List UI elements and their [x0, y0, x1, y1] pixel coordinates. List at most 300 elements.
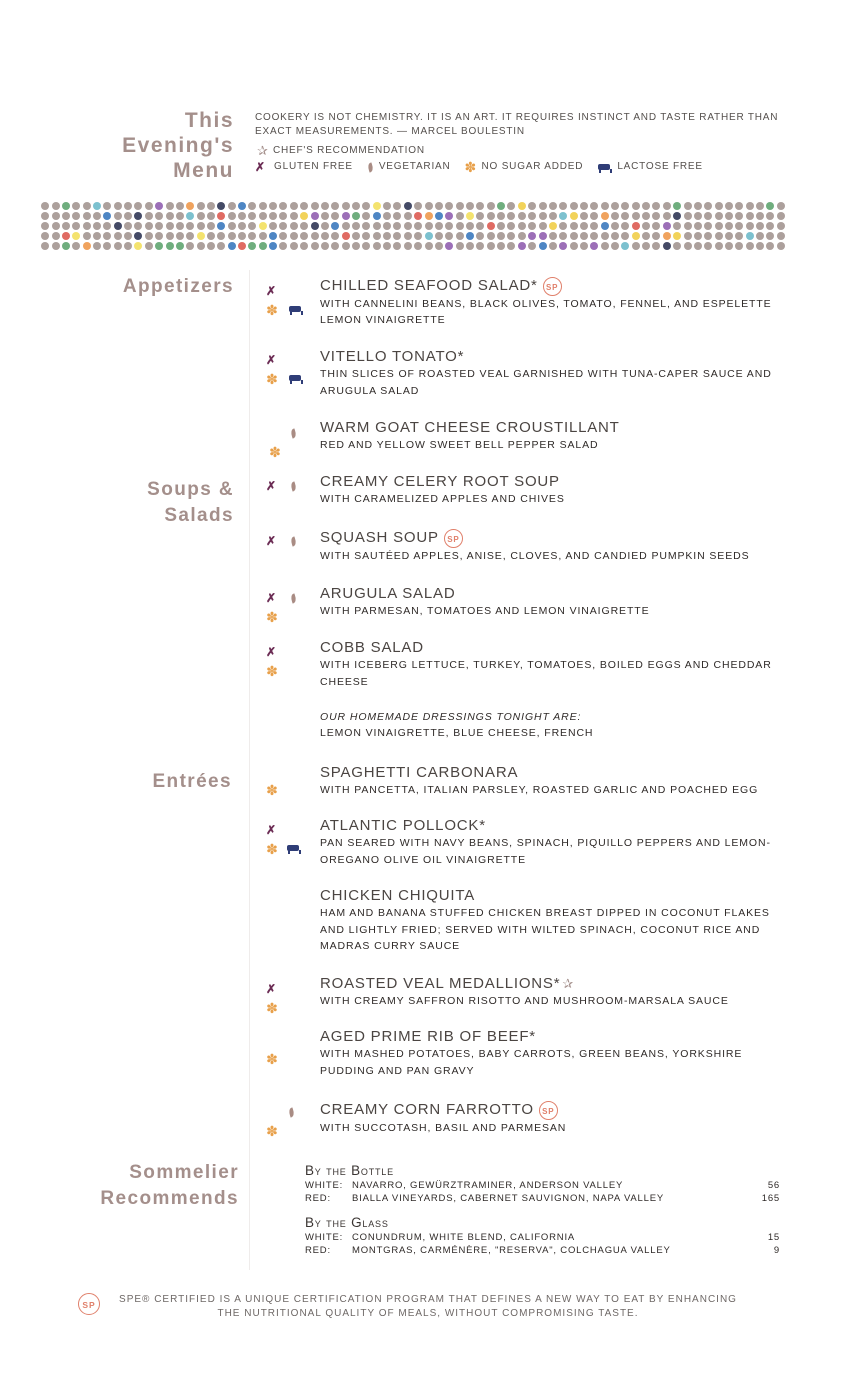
decorative-dot [528, 202, 536, 210]
dish-description: WITH PARMESAN, TOMATOES AND LEMON VINAIGRETTE [320, 605, 650, 617]
decorative-dot [735, 212, 743, 220]
decorative-dot [248, 202, 256, 210]
decorative-dot [549, 222, 557, 230]
decorative-dot [756, 212, 764, 220]
decorative-dot [383, 242, 391, 250]
dish-icons-0 [266, 283, 312, 317]
decorative-dot [642, 232, 650, 240]
decorative-dot [476, 212, 484, 220]
decorative-dot [476, 202, 484, 210]
decorative-dot [62, 212, 70, 220]
decorative-dot [103, 202, 111, 210]
decorative-dot [52, 212, 60, 220]
decorative-dot [632, 232, 640, 240]
decorative-dot [259, 232, 267, 240]
wine-description: MONTGRAS, CARMÉNÈRE, "RESERVA", COLCHAGUA VALLEY [352, 1245, 671, 1256]
decorative-dot [746, 222, 754, 230]
legend-chef-label: CHEF'S RECOMMENDATION [273, 145, 425, 156]
decorative-dot [186, 232, 194, 240]
decorative-dot [290, 232, 298, 240]
decorative-dot [694, 212, 702, 220]
decorative-dot [166, 222, 174, 230]
spe-certified-icon: SP [444, 529, 463, 548]
decorative-dot [777, 202, 785, 210]
dish-name: ATLANTIC POLLOCK* [320, 817, 486, 834]
decorative-dot [62, 232, 70, 240]
gluten-free-icon: ✗ [266, 823, 277, 838]
decorative-dot [393, 202, 401, 210]
decorative-dot [549, 242, 557, 250]
decorative-dot [684, 232, 692, 240]
decorative-dot [186, 212, 194, 220]
decorative-dot [269, 232, 277, 240]
decorative-dot [352, 202, 360, 210]
decorative-dot [331, 222, 339, 230]
decorative-dot [746, 202, 754, 210]
dish-6 [320, 638, 780, 690]
decorative-dot [704, 212, 712, 220]
decorative-dot [601, 232, 609, 240]
decorative-dot [186, 242, 194, 250]
decorative-dot [383, 202, 391, 210]
dish-icons-11 [266, 1050, 312, 1084]
wine-row [305, 1231, 780, 1244]
decorative-dot [114, 222, 122, 230]
decorative-dot [777, 242, 785, 250]
decorative-dot [83, 212, 91, 220]
dish-description: WITH SAUTÉED APPLES, ANISE, CLOVES, AND CANDIED PUMPKIN SEEDS [320, 549, 750, 562]
dish-description: RED AND YELLOW SWEET BELL PEPPER SALAD [320, 439, 599, 451]
decorative-dot [476, 242, 484, 250]
decorative-dot [342, 232, 350, 240]
lactose-free-cow-icon [286, 843, 301, 854]
decorative-dot [673, 222, 681, 230]
decorative-dot [497, 202, 505, 210]
decorative-dot [507, 222, 515, 230]
wine-description: NAVARRO, GEWÜRZTRAMINER, ANDERSON VALLEY [352, 1180, 624, 1191]
decorative-dot [145, 222, 153, 230]
dish-name: SQUASH SOUP SP [320, 528, 780, 548]
decorative-dot [756, 232, 764, 240]
decorative-dot [373, 202, 381, 210]
decorative-dot [352, 232, 360, 240]
decorative-dot [134, 222, 142, 230]
decorative-dot [259, 202, 267, 210]
decorative-dot [570, 242, 578, 250]
decorative-dot [383, 212, 391, 220]
spe-certified-icon: SP [543, 277, 562, 296]
wine-description: CONUNDRUM, WHITE BLEND, CALIFORNIA [352, 1232, 576, 1243]
decorative-dot [466, 242, 474, 250]
decorative-dot [300, 202, 308, 210]
decorative-dot [145, 212, 153, 220]
decorative-dot [435, 202, 443, 210]
no-sugar-icon: ✽ [266, 999, 278, 1016]
decorative-dot [673, 212, 681, 220]
decorative-dot [352, 212, 360, 220]
decorative-dot [621, 242, 629, 250]
decorative-dot [238, 242, 246, 250]
decorative-dot [248, 232, 256, 240]
title-line-2: Evening's [122, 134, 234, 157]
dish-icons-4 [266, 533, 312, 567]
dish-icons-12 [266, 1104, 312, 1138]
decorative-dot [725, 222, 733, 230]
vegetarian-leaf-icon [288, 1107, 295, 1118]
decorative-dot [352, 222, 360, 230]
decorative-dot [83, 232, 91, 240]
decorative-dot [62, 202, 70, 210]
decorative-dot [601, 212, 609, 220]
decorative-dot [549, 212, 557, 220]
decorative-dot [124, 242, 132, 250]
section-appetizers: Appetizers [122, 276, 234, 297]
gluten-free-icon: ✗ [266, 284, 277, 299]
decorative-dot [746, 212, 754, 220]
title-line-3: Menu [173, 159, 234, 182]
decorative-dot [41, 232, 49, 240]
decorative-dot [466, 232, 474, 240]
decorative-dot [93, 212, 101, 220]
no-sugar-icon: ✽ [464, 159, 478, 175]
chef-recommendation-icon: ✰ [562, 976, 575, 992]
decorative-dot [497, 232, 505, 240]
wine-type-label: WHITE: [305, 1180, 344, 1191]
decorative-dot [124, 222, 132, 230]
decorative-dot [570, 212, 578, 220]
decorative-dot [580, 232, 588, 240]
dish-icons-5 [266, 590, 312, 624]
decorative-dot [456, 222, 464, 230]
decorative-dot [228, 242, 236, 250]
decorative-dot [487, 222, 495, 230]
decorative-dot [72, 242, 80, 250]
decorative-dot [373, 212, 381, 220]
decorative-dot [611, 202, 619, 210]
decorative-dot [590, 222, 598, 230]
decorative-dot [248, 242, 256, 250]
decorative-dot [694, 242, 702, 250]
decorative-dot [311, 202, 319, 210]
dressings-list: LEMON VINAIGRETTE, BLUE CHEESE, FRENCH [320, 727, 594, 739]
decorative-dot [580, 212, 588, 220]
dish-icons-2 [266, 425, 312, 459]
decorative-dot [197, 232, 205, 240]
decorative-dot [134, 212, 142, 220]
decorative-dot [269, 222, 277, 230]
no-sugar-icon: ✽ [266, 1050, 278, 1067]
decorative-dot [290, 212, 298, 220]
decorative-dot [197, 212, 205, 220]
decorative-dot [259, 212, 267, 220]
decorative-dot [176, 202, 184, 210]
decorative-dot [673, 202, 681, 210]
gluten-free-icon: ✗ [266, 645, 277, 660]
wine-row [305, 1179, 780, 1192]
decorative-dot [611, 232, 619, 240]
decorative-dot [279, 212, 287, 220]
decorative-dot [663, 242, 671, 250]
wine-type-label: WHITE: [305, 1232, 344, 1243]
dish-12 [320, 1100, 780, 1136]
decorative-dot [507, 212, 515, 220]
decorative-dot [83, 222, 91, 230]
spe-footer [78, 1293, 778, 1321]
decorative-dot [62, 242, 70, 250]
decorative-dot [735, 232, 743, 240]
no-sugar-icon: ✽ [269, 443, 281, 460]
dish-description: WITH PANCETTA, ITALIAN PARSLEY, ROASTED GARLIC AND POACHED EGG [320, 784, 759, 796]
decorative-dot [72, 212, 80, 220]
decorative-dot [435, 212, 443, 220]
decorative-dot [311, 232, 319, 240]
legend-no-sugar [465, 160, 584, 174]
dish-description: WITH SUCCOTASH, BASIL AND PARMESAN [320, 1121, 567, 1134]
decorative-dot [673, 242, 681, 250]
decorative-dot [621, 212, 629, 220]
wine-price: 15 [767, 1232, 780, 1243]
decorative-dot [383, 232, 391, 240]
section-soups-line-2: Salads [164, 505, 234, 526]
decorative-dot [207, 212, 215, 220]
decorative-dot [652, 242, 660, 250]
decorative-dot [497, 222, 505, 230]
decorative-dot [487, 232, 495, 240]
decorative-dot [238, 202, 246, 210]
decorative-dot [279, 242, 287, 250]
decorative-dot [466, 212, 474, 220]
dish-4 [320, 528, 780, 564]
decorative-dot [393, 232, 401, 240]
decorative-dot [632, 212, 640, 220]
chef-recommendation-icon: ✰ [257, 143, 269, 158]
decorative-dot [228, 222, 236, 230]
section-soups-salads [38, 477, 234, 529]
no-sugar-icon: ✽ [266, 608, 278, 625]
legend-lactose-free-label: LACTOSE FREE [617, 161, 703, 172]
decorative-dot [570, 202, 578, 210]
decorative-dot [601, 242, 609, 250]
decorative-dot [528, 212, 536, 220]
decorative-dot [52, 242, 60, 250]
vegetarian-leaf-icon [290, 428, 297, 439]
decorative-dot [652, 222, 660, 230]
decorative-dot [103, 222, 111, 230]
decorative-dot [342, 242, 350, 250]
vegetarian-leaf-icon [290, 481, 297, 492]
decorative-dot [632, 222, 640, 230]
decorative-dot [590, 212, 598, 220]
dish-name: AGED PRIME RIB OF BEEF* [320, 1028, 536, 1045]
decorative-dot [632, 242, 640, 250]
legend-gluten-free [255, 160, 353, 174]
decorative-dot [694, 222, 702, 230]
decorative-dot [466, 222, 474, 230]
dish-description: WITH ICEBERG LETTUCE, TURKEY, TOMATOES, BOILED EGGS AND CHEDDAR CHEESE [320, 659, 772, 688]
decorative-dot [321, 242, 329, 250]
decorative-dot [518, 232, 526, 240]
dish-name: WARM GOAT CHEESE CROUSTILLANT [320, 419, 620, 436]
decorative-dot [145, 202, 153, 210]
decorative-dot [704, 202, 712, 210]
decorative-dot [414, 232, 422, 240]
decorative-dot [124, 202, 132, 210]
dish-description: WITH CANNELINI BEANS, BLACK OLIVES, TOMATO, FENNEL, AND ESPELETTE LEMON VINAIGRETTE [320, 297, 772, 327]
dish-icons-3 [266, 478, 312, 512]
vegetarian-leaf-icon [290, 593, 297, 604]
decorative-dot [684, 212, 692, 220]
decorative-dot [518, 242, 526, 250]
decorative-dot [41, 242, 49, 250]
gluten-free-icon: ✗ [266, 534, 277, 549]
decorative-dot [766, 242, 774, 250]
decorative-dot-band [40, 201, 786, 251]
decorative-dot [342, 222, 350, 230]
decorative-dot [321, 222, 329, 230]
dish-name: COBB SALAD [320, 639, 424, 656]
decorative-dot [331, 232, 339, 240]
decorative-dot [559, 232, 567, 240]
decorative-dot [290, 222, 298, 230]
decorative-dot [311, 242, 319, 250]
decorative-dot [207, 202, 215, 210]
decorative-dot [83, 242, 91, 250]
decorative-dot [663, 232, 671, 240]
decorative-dot [238, 222, 246, 230]
decorative-dot [487, 202, 495, 210]
wine-row [305, 1192, 780, 1205]
dish-name: ARUGULA SALAD [320, 585, 456, 602]
decorative-dot [207, 232, 215, 240]
decorative-dot [621, 222, 629, 230]
decorative-dot [518, 212, 526, 220]
no-sugar-icon: ✽ [266, 301, 278, 318]
menu-title [60, 108, 234, 183]
decorative-dot [456, 232, 464, 240]
decorative-dot [145, 242, 153, 250]
decorative-dot [466, 202, 474, 210]
decorative-dot [663, 222, 671, 230]
decorative-dot [93, 242, 101, 250]
decorative-dot [217, 232, 225, 240]
decorative-dot [155, 222, 163, 230]
decorative-dot [601, 222, 609, 230]
decorative-dot [642, 242, 650, 250]
decorative-dot [362, 232, 370, 240]
decorative-dot [404, 222, 412, 230]
decorative-dot [103, 232, 111, 240]
no-sugar-icon: ✽ [266, 840, 278, 857]
decorative-dot [549, 232, 557, 240]
decorative-dot [52, 222, 60, 230]
decorative-dot [41, 222, 49, 230]
decorative-dot [539, 242, 547, 250]
dish-9 [320, 886, 780, 955]
dish-description: WITH CARAMELIZED APPLES AND CHIVES [320, 493, 565, 505]
decorative-dot [93, 222, 101, 230]
decorative-dot [507, 202, 515, 210]
vegetarian-leaf-icon [290, 536, 297, 547]
decorative-dot [528, 242, 536, 250]
decorative-dot [673, 232, 681, 240]
decorative-dot [497, 242, 505, 250]
decorative-dot [539, 212, 547, 220]
decorative-dot [435, 222, 443, 230]
dish-name: CHICKEN CHIQUITA [320, 887, 476, 904]
column-divider [249, 270, 250, 1270]
decorative-dot [632, 202, 640, 210]
decorative-dot [528, 222, 536, 230]
decorative-dot [621, 202, 629, 210]
decorative-dot [777, 222, 785, 230]
dish-7 [320, 763, 780, 799]
decorative-dot [539, 202, 547, 210]
dish-icons-8 [266, 822, 312, 856]
decorative-dot [103, 242, 111, 250]
decorative-dot [642, 202, 650, 210]
decorative-dot [52, 202, 60, 210]
decorative-dot [383, 222, 391, 230]
dish-name: CREAMY CELERY ROOT SOUP [320, 473, 560, 490]
decorative-dot [114, 242, 122, 250]
dish-description: PAN SEARED WITH NAVY BEANS, SPINACH, PIQUILLO PEPPERS AND LEMON-OREGANO OLIVE OIL VINAIGRETTE [320, 837, 771, 866]
dish-1 [320, 347, 780, 399]
decorative-dot [611, 242, 619, 250]
decorative-dot [476, 232, 484, 240]
wine-bottle-heading: By the Bottle [305, 1163, 394, 1178]
decorative-dot [393, 222, 401, 230]
decorative-dot [342, 212, 350, 220]
decorative-dot [217, 202, 225, 210]
legend-gluten-free-label: GLUTEN FREE [274, 161, 353, 172]
decorative-dot [425, 242, 433, 250]
decorative-dot [72, 222, 80, 230]
decorative-dot [311, 212, 319, 220]
decorative-dot [186, 202, 194, 210]
decorative-dot [269, 242, 277, 250]
decorative-dot [197, 222, 205, 230]
decorative-dot [176, 242, 184, 250]
decorative-dot [124, 212, 132, 220]
decorative-dot [642, 222, 650, 230]
spe-certified-icon: SP [78, 1293, 100, 1315]
lactose-free-cow-icon [288, 373, 303, 384]
decorative-dot [715, 232, 723, 240]
decorative-dot [746, 242, 754, 250]
decorative-dot [404, 242, 412, 250]
decorative-dot [342, 202, 350, 210]
vegetarian-leaf-icon [367, 162, 374, 173]
decorative-dot [580, 222, 588, 230]
decorative-dot [621, 232, 629, 240]
decorative-dot [72, 232, 80, 240]
decorative-dot [777, 212, 785, 220]
decorative-dot [321, 212, 329, 220]
decorative-dot [269, 212, 277, 220]
decorative-dot [176, 232, 184, 240]
decorative-dot [393, 212, 401, 220]
decorative-dot [217, 242, 225, 250]
decorative-dot [725, 212, 733, 220]
decorative-dot [663, 202, 671, 210]
dish-5 [320, 584, 780, 620]
decorative-dot [725, 232, 733, 240]
decorative-dot [487, 212, 495, 220]
decorative-dot [487, 242, 495, 250]
dish-name: SPAGHETTI CARBONARA [320, 764, 519, 781]
decorative-dot [725, 242, 733, 250]
decorative-dot [756, 202, 764, 210]
